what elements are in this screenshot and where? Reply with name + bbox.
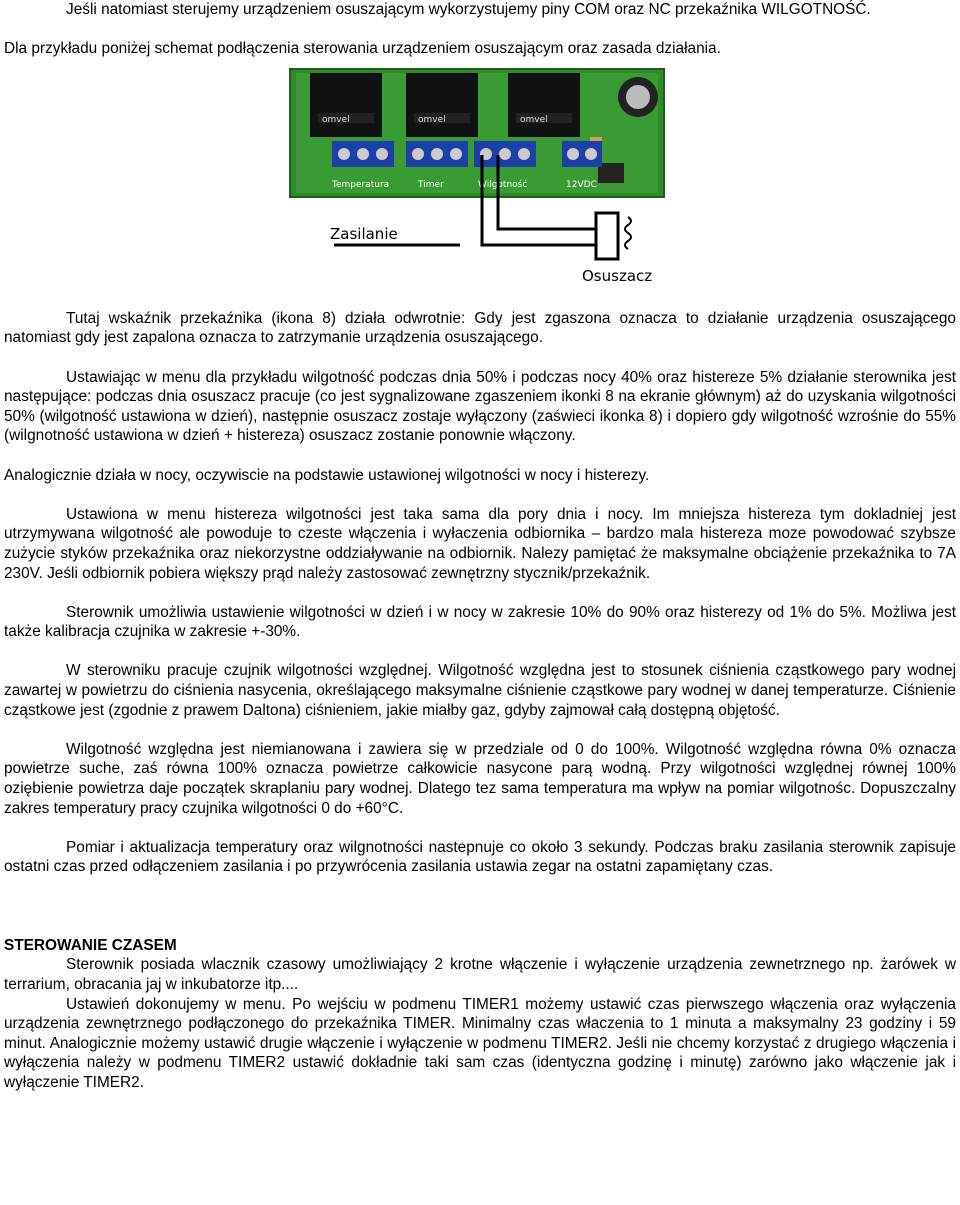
vapor-icon bbox=[625, 217, 631, 249]
paragraph-hysteresis: Ustawiona w menu histereza wilgotności jest taka sama dla pory dnia i nocy. Im mniejsza histereza tym dokladniej jest utrzymywana wilgotność ale powoduje to czeste włączenia i wyłaczenia odbiornika – bardzo mala histereza moze powodować szybsze zużycie styków przekaźnika oraz niekorzystne oddziaływanie na odbiornik. Nalezy pamiętać że maksymalne obciążenie przekaźnika to 7A 230V. Jeśli odbiornik pobiera większy prąd należy zastosować zewnętrzny stycznik/przekaźnik. bbox=[4, 505, 956, 582]
paragraph-timer-intro: Sterownik posiada wlacznik czasowy umożliwiający 2 krotne włączenie i wyłączenie urządzenia zewnetrznego np. żarówek w terrarium, obracania jaj w inkubatorze itp.... bbox=[4, 956, 956, 993]
relay-brand-2: omvel bbox=[418, 114, 446, 125]
relay-board-image bbox=[290, 69, 664, 197]
terminal-block-12vdc bbox=[562, 141, 602, 167]
relay-brand-3: omvel bbox=[520, 114, 548, 125]
paragraph-example: Ustawiając w menu dla przykładu wilgotność podczas dnia 50% i podczas nocy 40% oraz histereze 5% działanie sterownika jest następujące: podczas dnia osuszacz pracuje (co jest sygnalizowane zgaszeniem ikonki 8 na ekranie głównym) aż do uzyskania wilgotności 50% (wilgotność ustawiona w dzień), następnie osuszacz zostaje wyłączony (zaświeci ikonka 8) i dopiero gdy wilgotność wzrośnie do 55% (wilgnotność ustawiona w dzień + histereza) osuszacz zostanie ponownie włączony. bbox=[4, 368, 956, 445]
terminal-block-timer bbox=[406, 141, 468, 167]
board-label-wilgotnosc: Wilgotność bbox=[478, 179, 528, 190]
relay-brand-1: omvel bbox=[322, 114, 350, 125]
terminal-block-temperatura bbox=[332, 141, 394, 167]
board-label-12vdc: 12VDC bbox=[566, 179, 597, 190]
board-label-temperatura: Temperatura bbox=[332, 179, 390, 190]
intro-paragraph-2: Dla przykładu poniżej schemat podłączenia sterowania urządzeniem osuszającym oraz zasada działania. bbox=[4, 40, 721, 58]
relay-timer bbox=[406, 73, 478, 137]
relay-temperatura bbox=[310, 73, 382, 137]
capacitor bbox=[618, 77, 658, 117]
relay-wilgotnosc bbox=[508, 73, 580, 137]
wiring-diagram-svg bbox=[4, 67, 956, 293]
paragraph-sensor: W sterowniku pracuje czujnik wilgotności względnej. Wilgotność względna jest to stosunek ciśnienia cząstkowego pary wodnej zawartej w powietrzu do ciśnienia nasycenia, określającego maksymalne ciśnienie cząstkowe pary wodnej w danej temperaturze. Ciśnienie cząstkowe jest (zgodnie z prawem Daltona) ciśnieniem, jakie miałby gaz, gdyby zajmował całą dostępną objętość. bbox=[4, 662, 956, 719]
paragraph-measurement: Pomiar i aktualizacja temperatury oraz wilgnotności nastepnuje co około 3 sekundy. Podczas braku zasilania sterownik zapisuje ostatni czas przed odłączeniem zasilania i po przywrócenia zasilania ustawia zegar na ostatni zapamiętany czas. bbox=[4, 838, 956, 876]
dehumidifier-device bbox=[596, 213, 631, 259]
label-dehumidifier: Osuszacz bbox=[582, 266, 653, 285]
intro-paragraph-1: Jeśli natomiast sterujemy urządzeniem osuszającym wykorzystujemy piny COM oraz NC przekaźnika WILGOTNOŚĆ. bbox=[66, 1, 871, 18]
label-power: Zasilanie bbox=[330, 224, 398, 243]
paragraph-relative-humidity: Wilgotność względna jest niemianowana i zawiera się w przedziale od 0 do 100%. Wilgotność względna równa 0% oznacza powietrze suche, zaś równa 100% oznacza powietrze całkowicie nasycone parą wodną. Przy wilgotności względnej równej 100% oziębienie powietrza daje początek skraplaniu pary wodnej. Dlatego tez sama temperatura ma wpływ na pomiar wilgotnośc. Dopuszczalny zakres temperatury pracy czujnika wilgotności 0 do +60°C. bbox=[4, 740, 956, 817]
paragraph-timer-settings: Ustawień dokonujemy w menu. Po wejściu w podmenu TIMER1 możemy ustawić czas pierwszego włączenia oraz wyłączenia urządzenia zewnętrznego podłączonego do przekaźnika TIMER. Minimalny czas właczenia to 1 minuta a maksymalny 23 godziny i 59 minut. Analogicznie możemy ustawić drugie włączenie i wyłączenie w podmenu TIMER2. Jeśli nie chcemy korzystać z drugiego włączenia i wyłączenia należy w podmenu TIMER2 ustawić dokładnie taki sam czas (identyczna godzinę i minutę) zarówno jako włączenie jak i wyłączenie TIMER2. bbox=[4, 995, 956, 1091]
board-label-timer: Timer bbox=[418, 179, 444, 190]
paragraph-night: Analogicznie działa w nocy, oczywiscie na podstawie ustawionej wilgotności w nocy i histerezy. bbox=[4, 466, 650, 484]
section-heading-timer: STEROWANIE CZASEM bbox=[4, 936, 177, 954]
document-page bbox=[4, 0, 956, 1093]
paragraph-range: Sterownik umożliwia ustawienie wilgotności w dzień i w nocy w zakresie 10% do 90% oraz histerezy od 1% do 5%. Możliwa jest także kalibracja czujnika w zakresie +-30%. bbox=[4, 603, 956, 641]
paragraph-indicator: Tutaj wskaźnik przekaźnika (ikona 8) działa odwrotnie: Gdy jest zgaszona oznacza to działanie urządzenia osuszającego natomiast gdy jest zapalona oznacza to zatrzymanie urządzenia osuszającego. bbox=[4, 309, 956, 347]
wiring-diagram bbox=[4, 67, 956, 293]
